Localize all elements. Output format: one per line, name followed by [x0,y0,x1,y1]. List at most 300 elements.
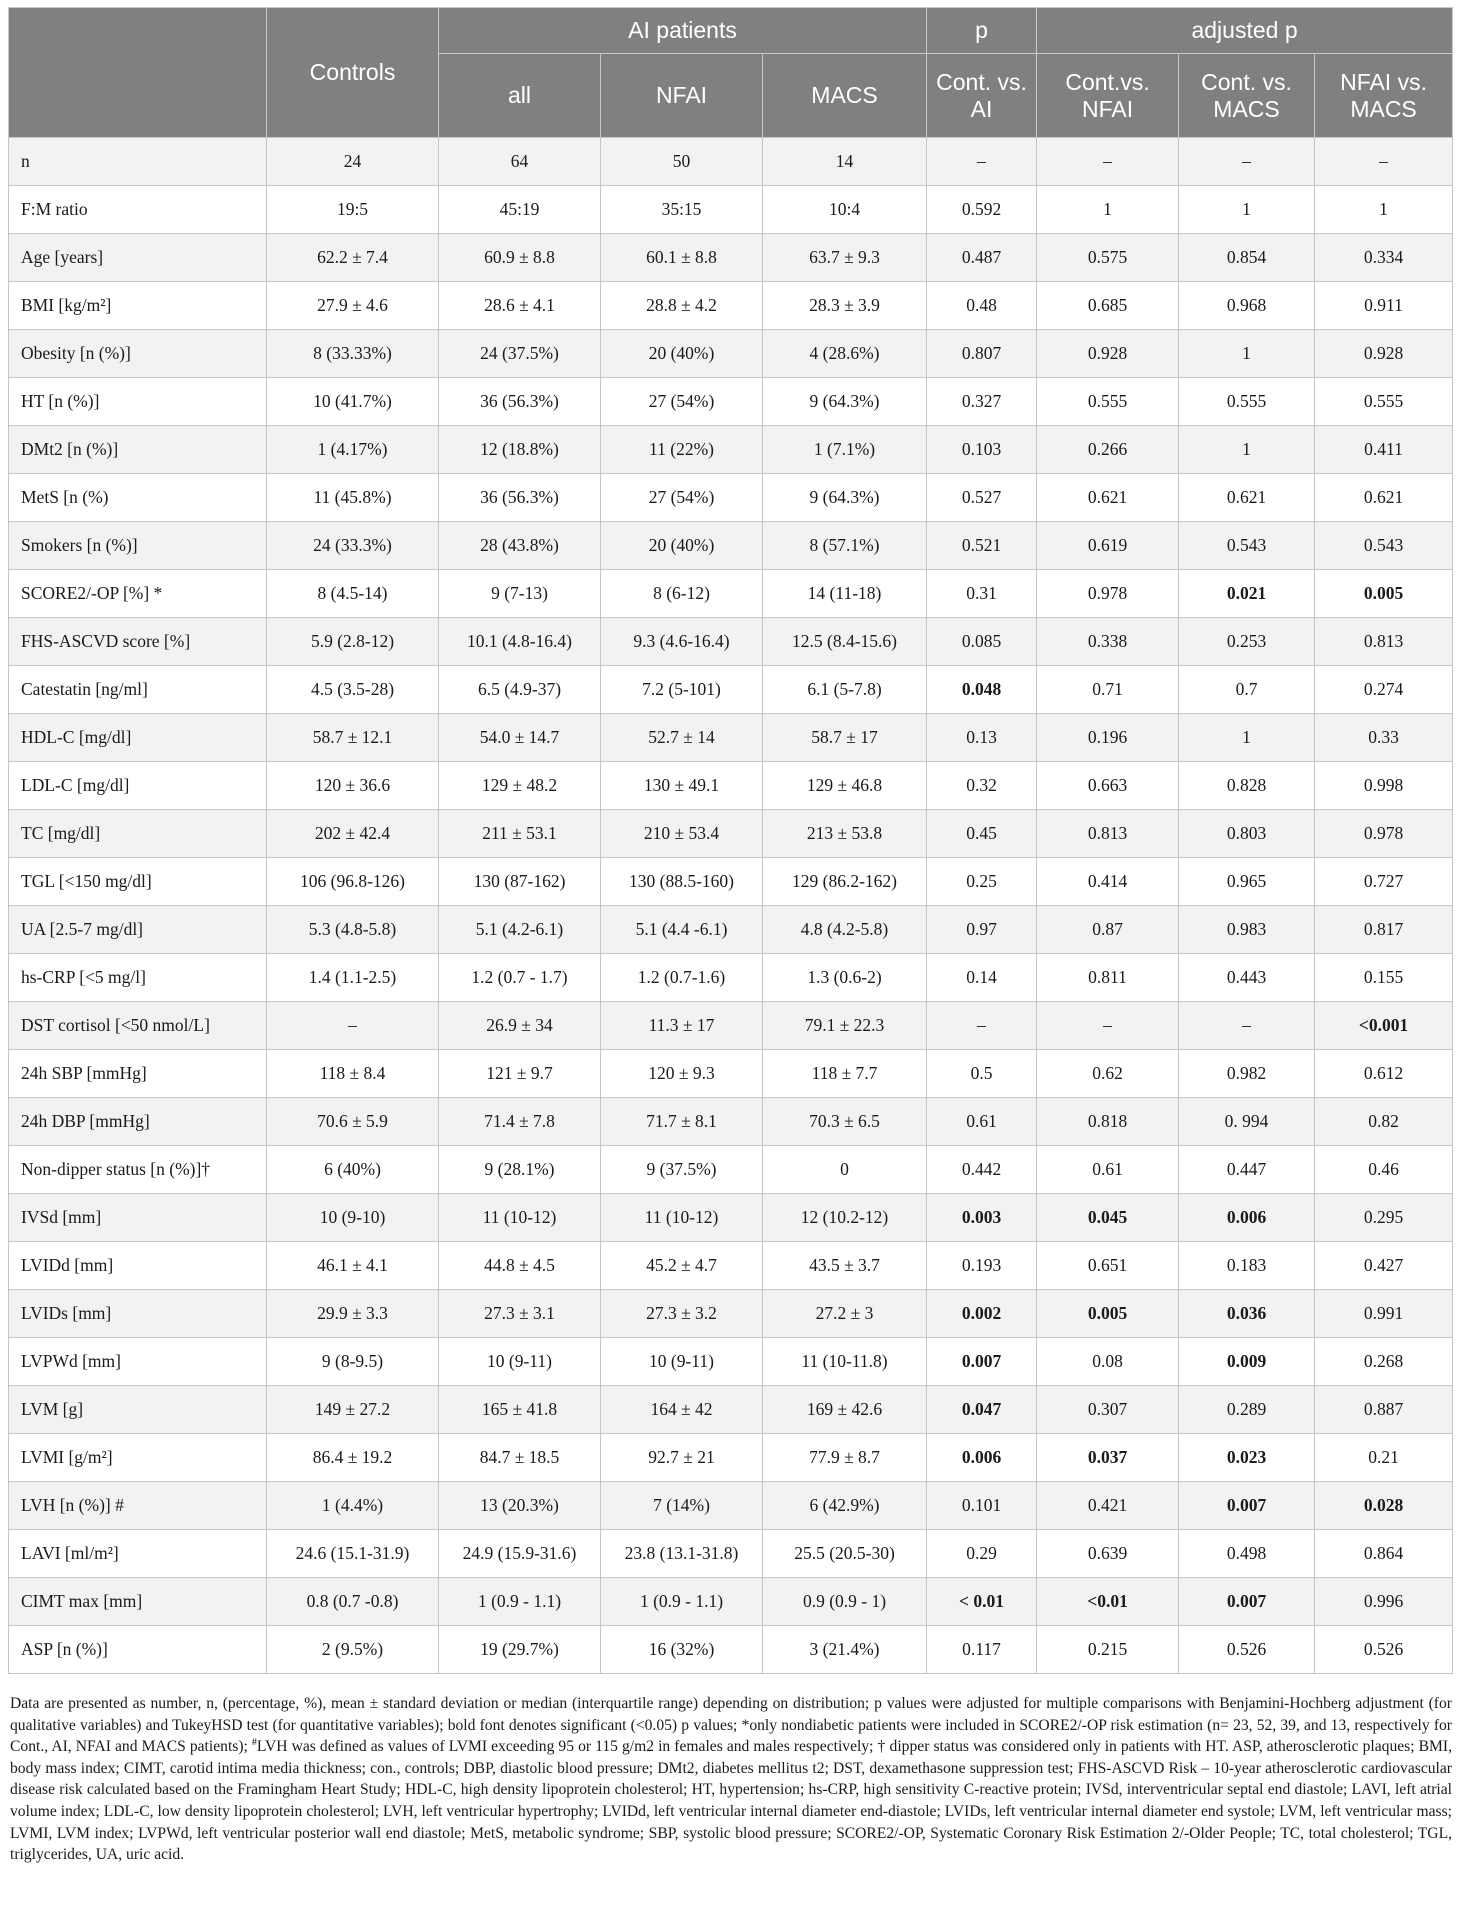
table-cell: – [1037,1002,1179,1050]
table-cell: 0.007 [1179,1482,1315,1530]
table-cell: 0.32 [927,762,1037,810]
table-cell: 0.526 [1315,1626,1453,1674]
table-cell: – [1179,1002,1315,1050]
header-ai-all: all [439,54,601,138]
table-cell: – [927,1002,1037,1050]
table-cell: 13 (20.3%) [439,1482,601,1530]
table-row [9,1578,1453,1626]
row-label: LVIDs [mm] [9,1290,267,1338]
table-cell: 10 (9-10) [267,1194,439,1242]
table-cell: 0.498 [1179,1530,1315,1578]
table-cell: 0.555 [1315,378,1453,426]
table-cell: 0.411 [1315,426,1453,474]
table-cell: 84.7 ± 18.5 [439,1434,601,1482]
row-label: DMt2 [n (%)] [9,426,267,474]
table-cell: 10.1 (4.8-16.4) [439,618,601,666]
row-label: MetS [n (%) [9,474,267,522]
table-cell: 0.487 [927,234,1037,282]
table-cell: 0.621 [1037,474,1179,522]
table-cell: 0.651 [1037,1242,1179,1290]
table-cell: 5.3 (4.8-5.8) [267,906,439,954]
table-cell: 2 (9.5%) [267,1626,439,1674]
table-row [9,1482,1453,1530]
table-cell: 4 (28.6%) [763,330,927,378]
table-cell: 45:19 [439,186,601,234]
row-label: Smokers [n (%)] [9,522,267,570]
table-cell: 0.21 [1315,1434,1453,1482]
table-cell: 0.003 [927,1194,1037,1242]
table-row [9,1434,1453,1482]
table-cell: 92.7 ± 21 [601,1434,763,1482]
table-cell: 14 [763,138,927,186]
table-cell: 43.5 ± 3.7 [763,1242,927,1290]
table-cell: 129 ± 46.8 [763,762,927,810]
table-cell: 0.526 [1179,1626,1315,1674]
table-cell: – [1179,138,1315,186]
header-ai-patients: AI patients [439,8,927,54]
table-cell: 0.005 [1315,570,1453,618]
table-cell: 0.023 [1179,1434,1315,1482]
table-cell: 64 [439,138,601,186]
table-cell: 0.25 [927,858,1037,906]
table-cell: 35:15 [601,186,763,234]
table-cell: 0.685 [1037,282,1179,330]
table-cell: 6 (40%) [267,1146,439,1194]
table-row [9,1290,1453,1338]
table-cell: 0.295 [1315,1194,1453,1242]
table-cell: 28.3 ± 3.9 [763,282,927,330]
table-cell: – [1037,138,1179,186]
table-cell: 1 (4.17%) [267,426,439,474]
table-cell: 6 (42.9%) [763,1482,927,1530]
table-cell: 0.854 [1179,234,1315,282]
table-row [9,1098,1453,1146]
table-cell: 0.266 [1037,426,1179,474]
table-cell: 0.006 [927,1434,1037,1482]
table-cell: 50 [601,138,763,186]
table-cell: 118 ± 7.7 [763,1050,927,1098]
table-cell: 10 (9-11) [601,1338,763,1386]
table-cell: 0.215 [1037,1626,1179,1674]
table-cell: 1.2 (0.7-1.6) [601,954,763,1002]
table-cell: 0.527 [927,474,1037,522]
table-cell: 10 (41.7%) [267,378,439,426]
table-cell: 1.2 (0.7 - 1.7) [439,954,601,1002]
table-cell: 0.196 [1037,714,1179,762]
table-cell: 0.911 [1315,282,1453,330]
table-cell: 0.61 [927,1098,1037,1146]
table-cell: – [927,138,1037,186]
table-cell: 63.7 ± 9.3 [763,234,927,282]
comparison-table [8,7,1453,1674]
table-cell: 0.813 [1037,810,1179,858]
table-cell: 24.6 (15.1-31.9) [267,1530,439,1578]
table-cell: 19:5 [267,186,439,234]
table-cell: 5.1 (4.2-6.1) [439,906,601,954]
table-cell: 1 [1179,714,1315,762]
table-cell: 0.575 [1037,234,1179,282]
table-cell: 0.968 [1179,282,1315,330]
table-cell: 25.5 (20.5-30) [763,1530,927,1578]
table-cell: 106 (96.8-126) [267,858,439,906]
table-cell: <0.001 [1315,1002,1453,1050]
table-cell: 0.928 [1037,330,1179,378]
table-cell: 70.6 ± 5.9 [267,1098,439,1146]
table-cell: 213 ± 53.8 [763,810,927,858]
table-cell: 0.13 [927,714,1037,762]
table-cell: 9 (28.1%) [439,1146,601,1194]
table-cell: 0.028 [1315,1482,1453,1530]
table-cell: 0.807 [927,330,1037,378]
table-cell: 0.155 [1315,954,1453,1002]
table-cell: 120 ± 9.3 [601,1050,763,1098]
table-cell: 130 ± 49.1 [601,762,763,810]
row-label: TGL [<150 mg/dl] [9,858,267,906]
table-cell: 0.612 [1315,1050,1453,1098]
table-cell: 129 (86.2-162) [763,858,927,906]
table-row [9,810,1453,858]
table-cell: 129 ± 48.2 [439,762,601,810]
table-cell: 4.8 (4.2-5.8) [763,906,927,954]
table-cell: 0.817 [1315,906,1453,954]
table-cell: 118 ± 8.4 [267,1050,439,1098]
table-cell: 6.1 (5-7.8) [763,666,927,714]
table-cell: 0.31 [927,570,1037,618]
table-cell: 8 (57.1%) [763,522,927,570]
table-cell: 0.9 (0.9 - 1) [763,1578,927,1626]
table-cell: 11 (10-12) [601,1194,763,1242]
table-cell: 28.8 ± 4.2 [601,282,763,330]
table-cell: 1.3 (0.6-2) [763,954,927,1002]
header-p-cont-vs-ai: Cont. vs. AI [927,54,1037,138]
table-header [9,8,1453,138]
row-label: LVPWd [mm] [9,1338,267,1386]
table-cell: 0.46 [1315,1146,1453,1194]
table-cell: 0.521 [927,522,1037,570]
table-cell: 0.037 [1037,1434,1179,1482]
table-cell: 0.08 [1037,1338,1179,1386]
table-cell: 45.2 ± 4.7 [601,1242,763,1290]
table-cell: 11 (45.8%) [267,474,439,522]
table-cell: 0. 994 [1179,1098,1315,1146]
table-cell: 12 (10.2-12) [763,1194,927,1242]
table-cell: 0.007 [927,1338,1037,1386]
table-row [9,1002,1453,1050]
table-cell: 0.103 [927,426,1037,474]
table-row [9,426,1453,474]
header-p: p [927,8,1037,54]
row-label: HT [n (%)] [9,378,267,426]
table-row [9,1530,1453,1578]
table-cell: 0.887 [1315,1386,1453,1434]
table-cell: 0.443 [1179,954,1315,1002]
table-cell: 7.2 (5-101) [601,666,763,714]
table-row [9,570,1453,618]
row-label: n [9,138,267,186]
table-cell: 149 ± 27.2 [267,1386,439,1434]
table-cell: 0.663 [1037,762,1179,810]
table-row [9,330,1453,378]
table-cell: 0.33 [1315,714,1453,762]
table-cell: 20 (40%) [601,522,763,570]
table-cell: 71.4 ± 7.8 [439,1098,601,1146]
table-cell: 62.2 ± 7.4 [267,234,439,282]
table-cell: 36 (56.3%) [439,378,601,426]
table-row [9,1194,1453,1242]
table-row [9,1626,1453,1674]
table-cell: 1.4 (1.1-2.5) [267,954,439,1002]
table-cell: 0.036 [1179,1290,1315,1338]
table-cell: 0.307 [1037,1386,1179,1434]
table-row [9,234,1453,282]
table-row [9,378,1453,426]
table-cell: 7 (14%) [601,1482,763,1530]
header-adjusted-p: adjusted p [1037,8,1453,54]
row-label: BMI [kg/m²] [9,282,267,330]
table-cell: 24 (37.5%) [439,330,601,378]
table-row [9,522,1453,570]
row-label: LVH [n (%)] # [9,1482,267,1530]
table-cell: 9 (64.3%) [763,378,927,426]
row-label: Obesity [n (%)] [9,330,267,378]
table-cell: 60.1 ± 8.8 [601,234,763,282]
table-row [9,618,1453,666]
table-cell: 77.9 ± 8.7 [763,1434,927,1482]
table-cell: 130 (87-162) [439,858,601,906]
table-cell: 20 (40%) [601,330,763,378]
table-cell: 26.9 ± 34 [439,1002,601,1050]
table-cell: 9.3 (4.6-16.4) [601,618,763,666]
table-cell: 0.991 [1315,1290,1453,1338]
table-cell: 0.421 [1037,1482,1179,1530]
table-cell: 24 [267,138,439,186]
table-cell: 52.7 ± 14 [601,714,763,762]
table-cell: 0.998 [1315,762,1453,810]
table-cell: 1 (7.1%) [763,426,927,474]
table-cell: 0.29 [927,1530,1037,1578]
table-cell: 0.8 (0.7 -0.8) [267,1578,439,1626]
table-cell: 24 (33.3%) [267,522,439,570]
table-cell: 165 ± 41.8 [439,1386,601,1434]
row-label: SCORE2/-OP [%] * [9,570,267,618]
table-cell: 1 [1179,330,1315,378]
table-cell: 0.047 [927,1386,1037,1434]
table-row [9,1050,1453,1098]
table-cell: 0.978 [1037,570,1179,618]
table-cell: 60.9 ± 8.8 [439,234,601,282]
table-cell: 8 (6-12) [601,570,763,618]
table-cell: 71.7 ± 8.1 [601,1098,763,1146]
table-row [9,186,1453,234]
table-cell: 79.1 ± 22.3 [763,1002,927,1050]
row-label: Age [years] [9,234,267,282]
table-cell: 0.274 [1315,666,1453,714]
table-cell: 0.811 [1037,954,1179,1002]
table-cell: 0.97 [927,906,1037,954]
table-cell: 121 ± 9.7 [439,1050,601,1098]
table-cell: 24.9 (15.9-31.6) [439,1530,601,1578]
table-cell: 3 (21.4%) [763,1626,927,1674]
table-cell: 0.006 [1179,1194,1315,1242]
row-label: DST cortisol [<50 nmol/L] [9,1002,267,1050]
table-cell: – [1315,138,1453,186]
table-cell: 54.0 ± 14.7 [439,714,601,762]
table-cell: 5.9 (2.8-12) [267,618,439,666]
table-cell: 0.818 [1037,1098,1179,1146]
table-cell: 0.45 [927,810,1037,858]
table-cell: 28.6 ± 4.1 [439,282,601,330]
table-cell: 0.864 [1315,1530,1453,1578]
table-cell: 169 ± 42.6 [763,1386,927,1434]
row-label: FHS-ASCVD score [%] [9,618,267,666]
table-cell: 0.268 [1315,1338,1453,1386]
row-label: CIMT max [mm] [9,1578,267,1626]
table-cell: 0.007 [1179,1578,1315,1626]
table-cell: 0.61 [1037,1146,1179,1194]
row-label: ASP [n (%)] [9,1626,267,1674]
header-adj-cont-vs-macs: Cont. vs. MACS [1179,54,1315,138]
table-cell: 27.3 ± 3.2 [601,1290,763,1338]
table-cell: 0.639 [1037,1530,1179,1578]
table-cell: 0.983 [1179,906,1315,954]
table-cell: 0.338 [1037,618,1179,666]
table-row [9,666,1453,714]
table-cell: 6.5 (4.9-37) [439,666,601,714]
table-row [9,282,1453,330]
table-cell: 0.048 [927,666,1037,714]
table-cell: 0.009 [1179,1338,1315,1386]
header-adj-nfai-vs-macs: NFAI vs. MACS [1315,54,1453,138]
table-cell: 10 (9-11) [439,1338,601,1386]
table-cell: 0.592 [927,186,1037,234]
table-cell: 11 (22%) [601,426,763,474]
table-row [9,954,1453,1002]
table-cell: 12 (18.8%) [439,426,601,474]
table-cell: 28 (43.8%) [439,522,601,570]
table-cell: 0.414 [1037,858,1179,906]
table-row [9,1338,1453,1386]
table-cell: 0.021 [1179,570,1315,618]
row-label: LVM [g] [9,1386,267,1434]
table-row [9,1146,1453,1194]
row-label: Catestatin [ng/ml] [9,666,267,714]
table-cell: 1 (0.9 - 1.1) [601,1578,763,1626]
table-cell: 0.555 [1179,378,1315,426]
table-cell: – [267,1002,439,1050]
table-cell: 0.447 [1179,1146,1315,1194]
header-adj-cont-vs-nfai: Cont.vs. NFAI [1037,54,1179,138]
header-corner [9,8,267,138]
table-cell: 120 ± 36.6 [267,762,439,810]
table-cell: 0.619 [1037,522,1179,570]
table-cell: 9 (64.3%) [763,474,927,522]
table-row [9,714,1453,762]
table-cell: 211 ± 53.1 [439,810,601,858]
table-cell: 0.005 [1037,1290,1179,1338]
table-row [9,762,1453,810]
table-cell: 0.62 [1037,1050,1179,1098]
header-ai-nfai: NFAI [601,54,763,138]
table-cell: 5.1 (4.4 -6.1) [601,906,763,954]
table-cell: 0.727 [1315,858,1453,906]
row-label: IVSd [mm] [9,1194,267,1242]
row-label: 24h DBP [mmHg] [9,1098,267,1146]
table-cell: 70.3 ± 6.5 [763,1098,927,1146]
table-cell: 14 (11-18) [763,570,927,618]
table-cell: 1 (4.4%) [267,1482,439,1530]
table-cell: 0.327 [927,378,1037,426]
table-cell: 0.996 [1315,1578,1453,1626]
table-cell: 11.3 ± 17 [601,1002,763,1050]
row-label: LDL-C [mg/dl] [9,762,267,810]
table-cell: 0.928 [1315,330,1453,378]
table-cell: 164 ± 42 [601,1386,763,1434]
footnote-hash-sup: # [251,1737,257,1748]
table-cell: 16 (32%) [601,1626,763,1674]
table-cell: 27.9 ± 4.6 [267,282,439,330]
table-cell: 0.442 [927,1146,1037,1194]
table-cell: 46.1 ± 4.1 [267,1242,439,1290]
table-body [9,138,1453,1674]
table-cell: 0.289 [1179,1386,1315,1434]
table-cell: 9 (8-9.5) [267,1338,439,1386]
table-cell: 1 (0.9 - 1.1) [439,1578,601,1626]
table-cell: 202 ± 42.4 [267,810,439,858]
table-cell: 0.965 [1179,858,1315,906]
table-cell: 0.982 [1179,1050,1315,1098]
table-cell: 0.253 [1179,618,1315,666]
table-cell: 0.621 [1315,474,1453,522]
row-label: LVMI [g/m²] [9,1434,267,1482]
table-cell: 0.193 [927,1242,1037,1290]
table-row [9,858,1453,906]
table-cell: 0.085 [927,618,1037,666]
row-label: UA [2.5-7 mg/dl] [9,906,267,954]
table-cell: 0.555 [1037,378,1179,426]
table-cell: 0.543 [1179,522,1315,570]
table-row [9,474,1453,522]
row-label: 24h SBP [mmHg] [9,1050,267,1098]
row-label: LVIDd [mm] [9,1242,267,1290]
table-cell: < 0.01 [927,1578,1037,1626]
table-row [9,138,1453,186]
table-cell: 9 (7-13) [439,570,601,618]
table-cell: 19 (29.7%) [439,1626,601,1674]
table-cell: 10:4 [763,186,927,234]
table-cell: 0.14 [927,954,1037,1002]
table-cell: 0.978 [1315,810,1453,858]
table-cell: 58.7 ± 17 [763,714,927,762]
table-cell: 1 [1037,186,1179,234]
table-cell: 0.117 [927,1626,1037,1674]
table-cell: 27 (54%) [601,378,763,426]
table-cell: 0.71 [1037,666,1179,714]
table-cell: 4.5 (3.5-28) [267,666,439,714]
table-cell: 86.4 ± 19.2 [267,1434,439,1482]
table-cell: 0.427 [1315,1242,1453,1290]
table-cell: 11 (10-12) [439,1194,601,1242]
table-row [9,906,1453,954]
table-cell: 9 (37.5%) [601,1146,763,1194]
table-cell: 0 [763,1146,927,1194]
table-cell: 12.5 (8.4-15.6) [763,618,927,666]
table-cell: 0.334 [1315,234,1453,282]
table-cell: 0.002 [927,1290,1037,1338]
table-cell: 58.7 ± 12.1 [267,714,439,762]
table-cell: 130 (88.5-160) [601,858,763,906]
footnote-text-end: LVH was defined as values of LVMI exceeding 95 or 115 g/m2 in females and males respectively; † dipper status was considered only in patients with HT. ASP, atherosclerotic plaques; BMI, body mass index; CIMT, carotid intima media thickness; con., controls; DBP, diastolic blood pressure; DMt2, diabetes mellitus t2; DST, dexamethasone suppression test; FHS-ASCVD Risk – 10-year atherosclerotic cardiovascular disease risk calculated based on the Framingham Heart Study; HDL-C, high density lipoprotein cholesterol; HT, hypertension; hs-CRP, high sensitivity C-reactive protein; IVSd, interventricular septal end diastole; LAVI, left atrial volume index; LDL-C, low density lipoprotein cholesterol; LVH, left ventricular hypertrophy; LVIDd, left ventricular internal diameter end-diastole; LVIDs, left ventricular internal diameter end systole; LVM, left ventricular mass; LVMI, LVM index; LVPWd, left ventricular posterior wall end diastole; MetS, metabolic syndrome; SBP, systolic blood pressure; SCORE2/-OP, Systematic Coronary Risk Estimation 2/-Older People; TC, total cholesterol; TGL, triglycerides, UA, uric acid. [10,1738,1452,1864]
table-row [9,1242,1453,1290]
